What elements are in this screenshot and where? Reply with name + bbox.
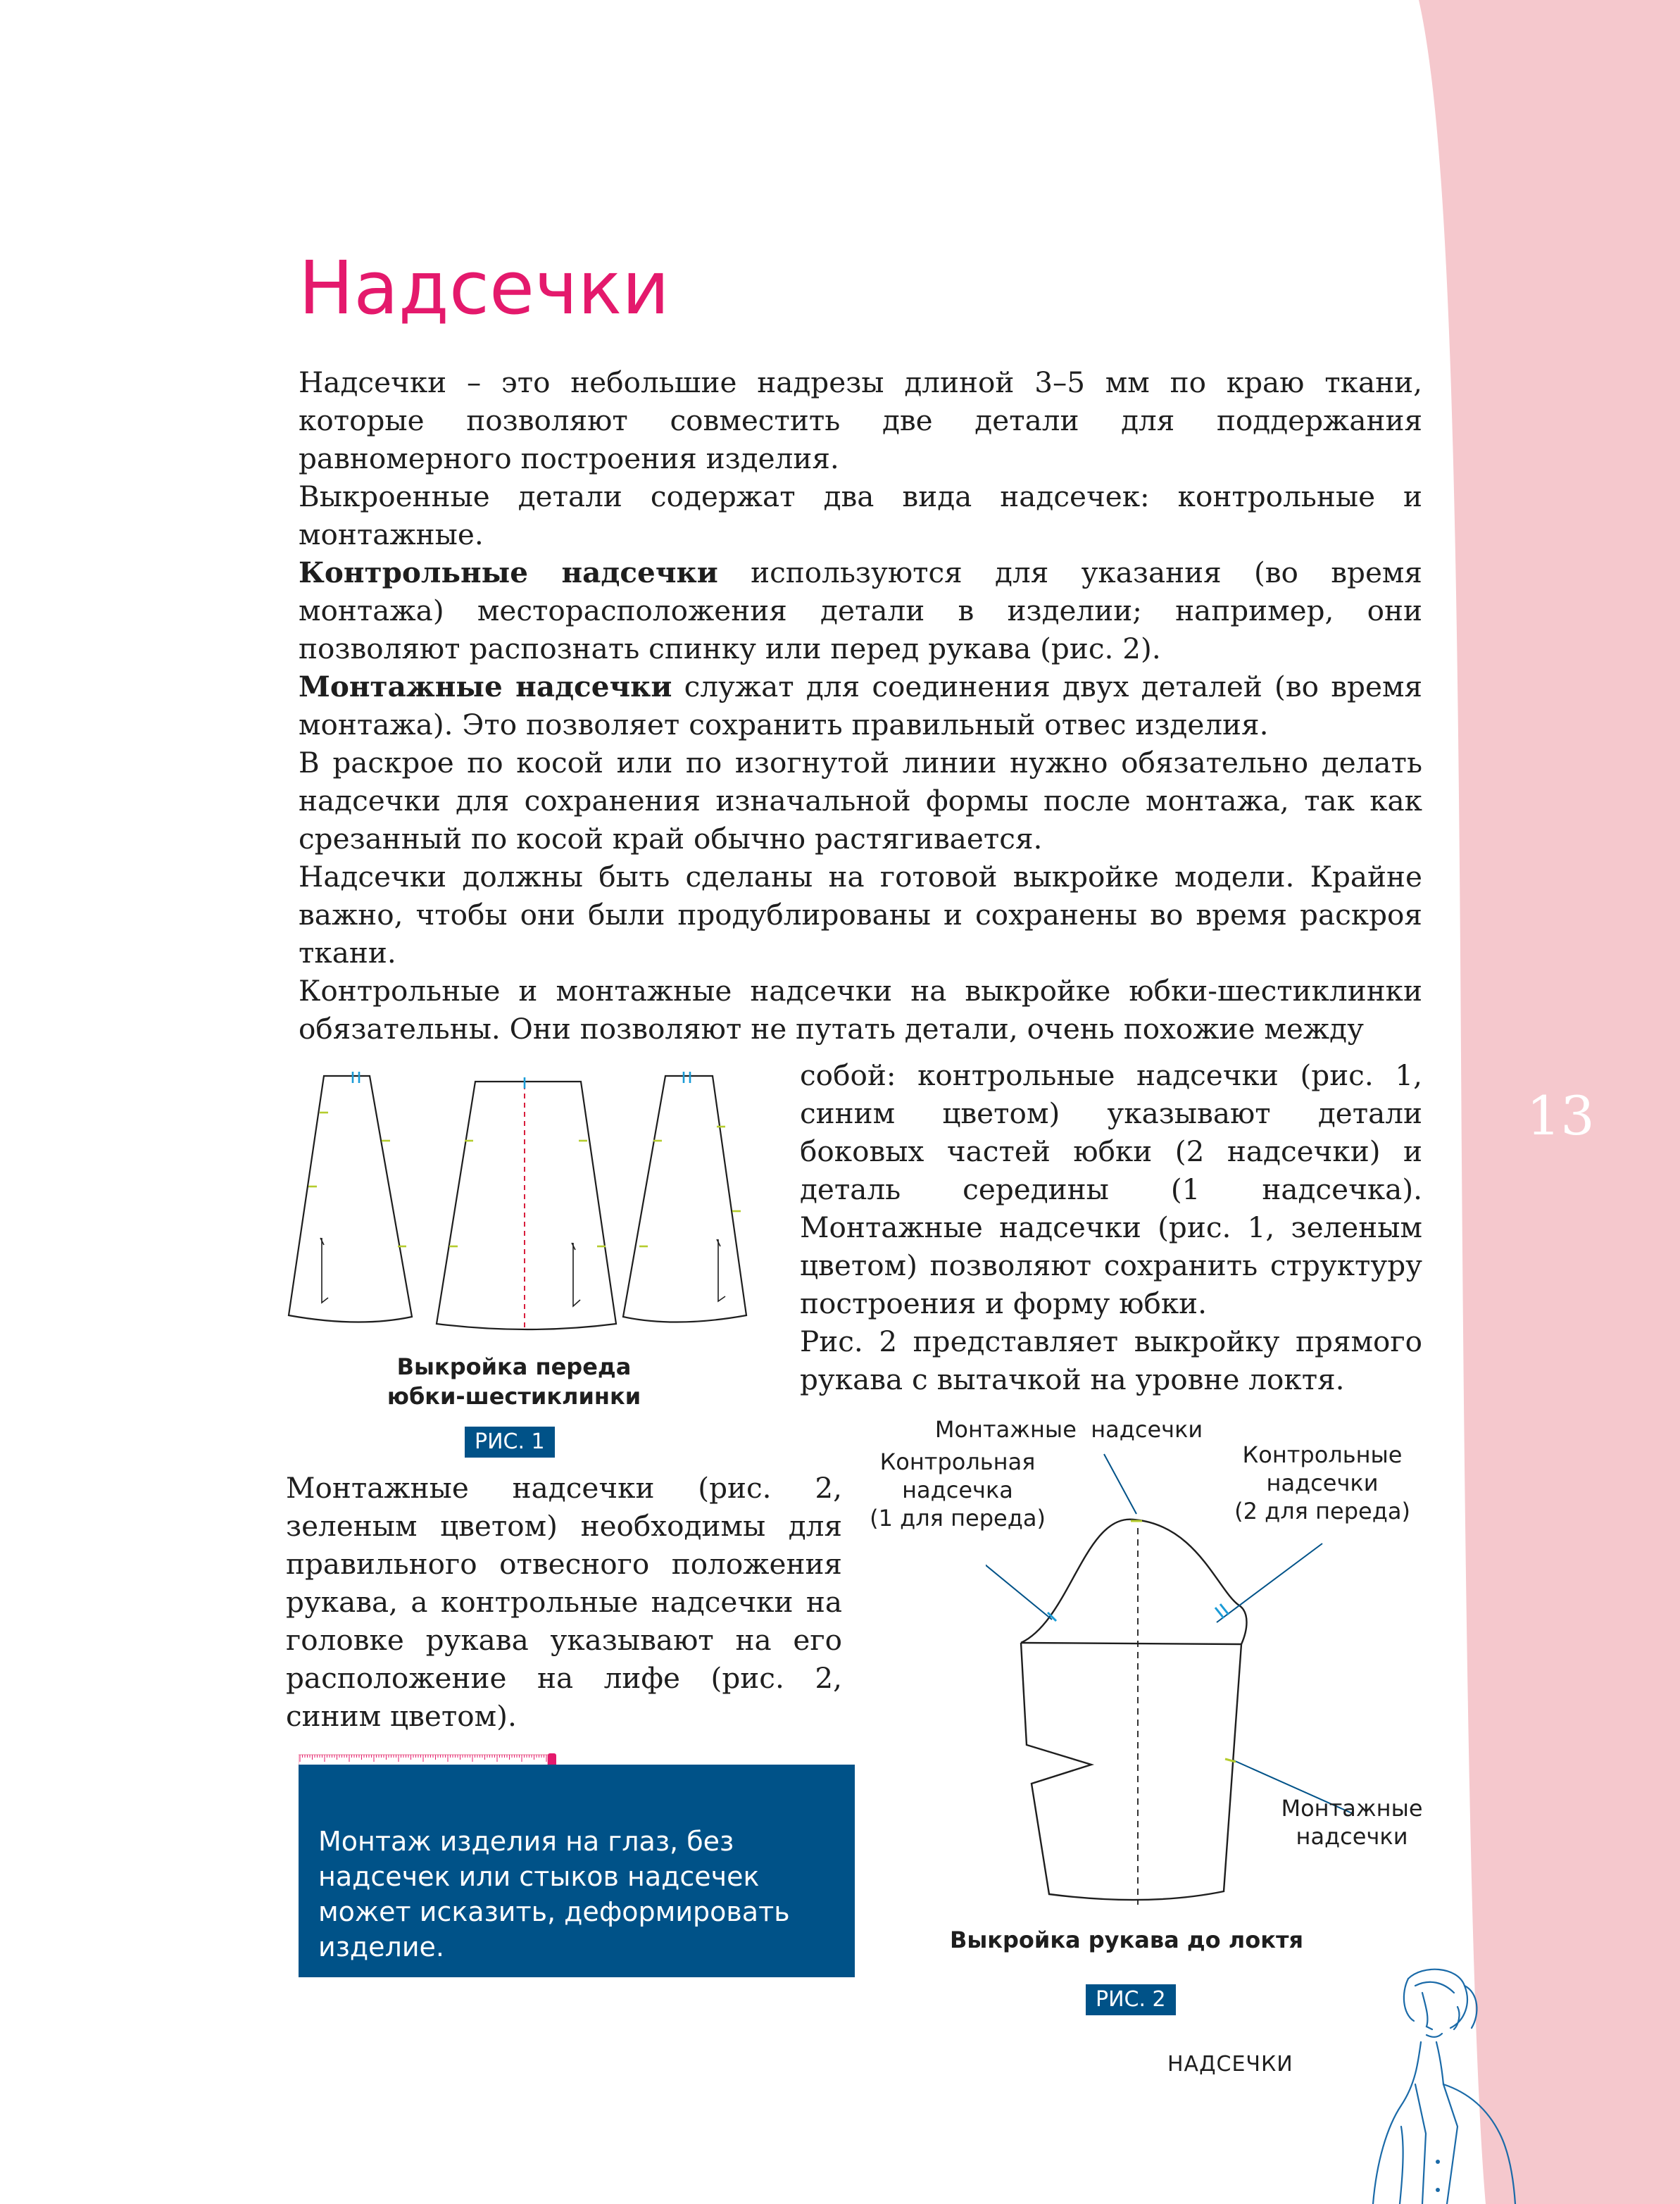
label-control-notch-left [845,1448,1070,1532]
info-box: Монтаж изделия на глаз, без надсечек или стыков надсечек может исказить, деформировать изделие. [299,1765,855,1977]
skirt-side-panel-right [623,1076,746,1322]
caption-line: Выкройка переда [396,1353,632,1380]
figure-1-caption [352,1352,676,1411]
label-control-notches-right [1210,1441,1435,1525]
skirt-pattern-figure [282,1063,775,1338]
label-line: (2 для переда) [1234,1498,1410,1524]
paragraph: собой: контрольные надсечки (рис. 1, синим цветом) указывают детали боковых частей юбки (2 надсечки) и деталь середины (1 надсечка). Монтажные надсечки (рис. 1, зеленым цветом) позволяют сохранить структуру построения и форму юбки. [800,1058,1422,1320]
paragraph: Монтажные надсечки служат для соединения двух деталей (во время монтажа). Это позволяет сохранить правильный отвес изделия. [299,670,1422,741]
running-head: НАДСЕЧКИ [1167,2052,1293,2077]
label-line: (1 для переда) [870,1505,1046,1532]
intro-text [299,363,1422,1048]
label-assembly-notches-top: Монтажные надсечки [934,1416,1203,1443]
sleeve-notch-text [286,1469,842,1735]
label-line: надсечки [1296,1823,1408,1850]
label-line: надсечки [1266,1470,1379,1496]
page-number: 13 [1527,1084,1595,1147]
figure-2-caption: Выкройка рукава до локтя [949,1927,1304,1953]
label-assembly-notches-bottom [1267,1794,1436,1851]
paragraph: Выкроенные детали содержат два вида надсечек: контрольные и монтажные. [299,480,1422,551]
paragraph: В раскрое по косой или по изогнутой линии нужно обязательно делать надсечки для сохранения изначальной формы после монтажа, так как срезанный по косой край обычно растягивается. [299,746,1422,856]
figure-1-label: РИС. 1 [465,1427,555,1458]
label-line: Контрольные [1242,1441,1403,1468]
skirt-side-panel-left [289,1076,412,1322]
side-text [800,1056,1422,1398]
label-line: Монтажные [1281,1795,1423,1822]
page-title: Надсечки [299,245,670,331]
woman-illustration [1359,1965,1521,2204]
caption-line: юбки-шестиклинки [387,1383,641,1410]
paragraph: Надсечки – это небольшие надрезы длиной 3–5 мм по краю ткани, которые позволяют совместить две детали для поддержания равномерного построения изделия. [299,365,1422,475]
label-line: надсечка [902,1477,1013,1503]
paragraph: Рис. 2 представляет выкройку прямого рукава с вытачкой на уровне локтя. [800,1325,1422,1396]
paragraph: Монтажные надсечки (рис. 2, зеленым цветом) необходимы для правильного отвесного положения рукава, а контрольные надсечки на головке рукава указывают на его расположение на лифе (рис. 2, синим цветом). [286,1471,842,1733]
paragraph: Контрольные и монтажные надсечки на выкройке юбки-шестиклинки обязательны. Они позволяют не путать детали, очень похожие между [299,974,1422,1046]
paragraph: Контрольные надсечки используются для указания (во время монтажа) месторасположения детали в изделии; например, они позволяют распознать спинку или перед рукава (рис. 2). [299,556,1422,665]
label-line: Контрольная [879,1448,1036,1475]
paragraph: Надсечки должны быть сделаны на готовой выкройке модели. Крайне важно, чтобы они были продублированы и сохранены во время раскроя ткани. [299,860,1422,970]
figure-2-label: РИС. 2 [1086,1984,1176,2015]
skirt-center-panel [437,1082,616,1329]
